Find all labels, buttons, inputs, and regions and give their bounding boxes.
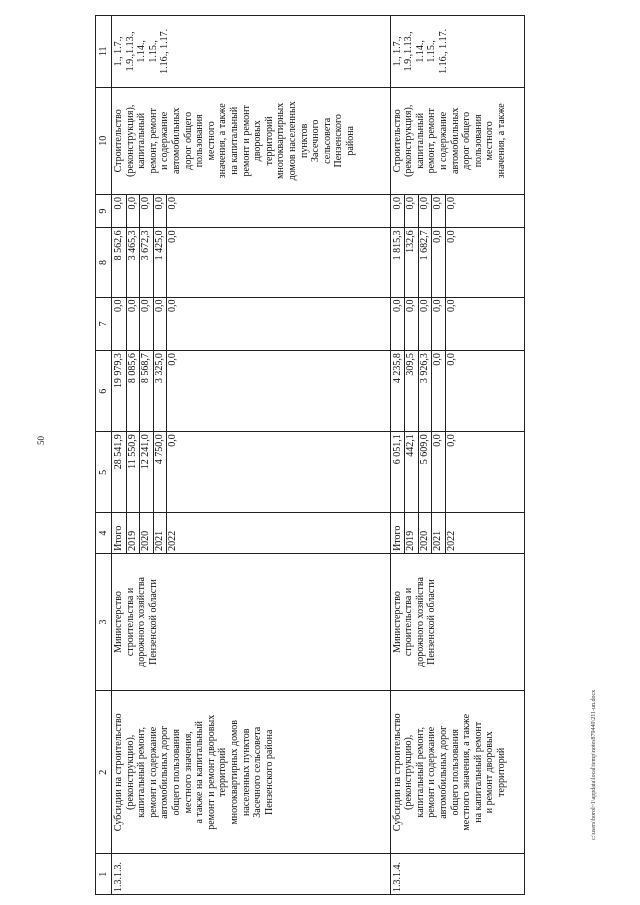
- cell-line: 0,0: [432, 228, 446, 296]
- cell-line: 1.15.,: [147, 40, 159, 63]
- budget-table: [95, 15, 525, 895]
- cell-line: 1.14.,: [414, 40, 426, 63]
- cell-line: 4 750,0: [154, 432, 168, 512]
- cell-line: 3 465,3: [127, 228, 141, 296]
- cell-line: капитальный ремонт,: [414, 727, 426, 818]
- row-description: [390, 691, 524, 854]
- cell-line: 2021: [154, 513, 168, 553]
- cell-line: общего пользования: [449, 728, 461, 816]
- row-col5-values: [390, 432, 524, 513]
- row-result: [112, 87, 391, 194]
- cell-line: 0,0: [167, 434, 178, 447]
- row-col8-values: [390, 228, 524, 297]
- cell-line: Субсидии на строительство: [391, 713, 403, 832]
- header-cell: 11: [96, 16, 112, 88]
- row-col9-values: [390, 194, 524, 227]
- cell-line: Министерство: [113, 591, 124, 653]
- cell-line: пользования: [472, 114, 484, 168]
- header-cell: 10: [96, 87, 112, 194]
- header-cell: 4: [96, 513, 112, 554]
- header-cell: 7: [96, 297, 112, 351]
- table-row: [390, 16, 524, 895]
- cell-line: 0,0: [445, 353, 457, 366]
- cell-line: капитальный ремонт,: [136, 727, 148, 818]
- cell-line: ремонт и ремонт дворовых: [205, 714, 217, 830]
- cell-line: 1.16., 1.17.: [437, 28, 449, 74]
- cell-line: Пензенской области: [147, 579, 159, 665]
- header-row: [96, 16, 112, 895]
- rotated-table-container: [95, 15, 525, 895]
- cell-line: 0,0: [167, 353, 178, 366]
- cell-line: (реконструкция),: [124, 104, 136, 177]
- row-executor: [390, 553, 524, 690]
- row-col5-values: [112, 432, 391, 513]
- cell-line: дорог общего: [461, 111, 473, 170]
- cell-line: 0,0: [140, 195, 154, 227]
- row-executor: [112, 553, 391, 690]
- cell-line: 309,5: [405, 351, 419, 431]
- cell-line: Строительство: [391, 109, 403, 173]
- cell-line: а также на капитальный: [194, 721, 206, 824]
- cell-line: ремонт и содержание: [426, 726, 438, 818]
- cell-line: 28 541,9: [113, 432, 127, 512]
- cell-line: и ремонт дворовых: [484, 731, 496, 814]
- cell-line: ремонт, ремонт: [426, 108, 438, 174]
- cell-line: Засечного сельсовета: [252, 726, 264, 818]
- cell-line: 0,0: [392, 298, 406, 351]
- cell-line: 12 241,0: [140, 432, 154, 512]
- row-col6-values: [112, 351, 391, 432]
- cell-line: 1 425,0: [154, 228, 168, 296]
- cell-line: пользования: [194, 114, 206, 168]
- cell-line: 1.14.,: [136, 40, 148, 63]
- cell-line: 0,0: [405, 195, 419, 227]
- cell-line: 2019: [127, 513, 141, 553]
- cell-line: Итого: [392, 513, 406, 553]
- cell-line: (реконструкцию),: [124, 734, 136, 810]
- cell-line: 0,0: [445, 299, 457, 313]
- cell-line: 3 926,3: [419, 351, 433, 431]
- cell-line: дорожного хозяйства: [136, 577, 148, 667]
- cell-line: 2021: [432, 513, 446, 553]
- cell-line: общего пользования: [170, 728, 182, 816]
- cell-line: дворовых: [252, 120, 264, 162]
- cell-line: дорог общего: [182, 111, 194, 170]
- row-refs: [112, 16, 391, 88]
- cell-line: автомобильных дорог: [159, 725, 171, 819]
- cell-line: 442,1: [405, 432, 419, 512]
- cell-line: 1.9.,1.13.,: [403, 31, 415, 72]
- row-col6-values: [390, 351, 524, 432]
- cell-line: Засечного: [310, 119, 322, 163]
- page-number: 50: [36, 436, 46, 445]
- cell-line: 0,0: [432, 432, 446, 512]
- cell-line: 1.16., 1.17.: [159, 28, 171, 74]
- cell-line: многоквартирных домов: [228, 720, 240, 825]
- cell-line: ремонт и ремонт: [240, 105, 252, 177]
- cell-line: местного: [205, 121, 217, 161]
- cell-line: Министерство: [391, 591, 403, 653]
- cell-line: 0,0: [445, 434, 457, 447]
- cell-line: 0,0: [154, 298, 168, 351]
- cell-line: автомобильных: [449, 107, 461, 174]
- row-number: 1.3.1.3.: [112, 854, 391, 895]
- cell-line: на капитальный: [228, 106, 240, 175]
- cell-line: 0,0: [167, 196, 178, 210]
- row-description: [112, 691, 391, 854]
- cell-line: 0,0: [113, 195, 127, 227]
- cell-line: (реконструкция),: [403, 104, 415, 177]
- cell-line: 3 325,0: [154, 351, 168, 431]
- cell-line: 1., 1.7.,: [113, 36, 124, 67]
- cell-line: значения, а также: [217, 103, 229, 179]
- row-col7-values: [112, 297, 391, 351]
- cell-line: ремонт и содержание: [147, 726, 159, 818]
- cell-line: местного значения,: [182, 731, 194, 814]
- cell-line: 8 562,6: [113, 228, 127, 296]
- cell-line: 132,6: [405, 228, 419, 296]
- cell-line: дорожного хозяйства: [414, 577, 426, 667]
- cell-line: и содержание: [437, 111, 449, 170]
- cell-line: 5 609,0: [419, 432, 433, 512]
- cell-line: Субсидии на строительство: [113, 713, 124, 832]
- table-row: [112, 16, 391, 895]
- row-refs: [390, 16, 524, 88]
- header-cell: 2: [96, 691, 112, 854]
- cell-line: Строительство: [113, 109, 124, 173]
- cell-line: 0,0: [432, 195, 446, 227]
- cell-line: 2020: [419, 513, 433, 553]
- cell-line: Итого: [113, 513, 127, 553]
- cell-line: 2020: [140, 513, 154, 553]
- cell-line: 0,0: [127, 298, 141, 351]
- cell-line: на капитальный ремонт: [472, 721, 484, 823]
- cell-line: 6 051,1: [392, 432, 406, 512]
- header-cell: 5: [96, 432, 112, 513]
- cell-line: 0,0: [445, 230, 457, 243]
- cell-line: 19 979,3: [113, 351, 127, 431]
- cell-line: местного: [484, 121, 496, 161]
- cell-line: многоквартирных: [275, 102, 287, 179]
- cell-line: территорий: [263, 116, 275, 166]
- row-number: 1.3.1.4.: [390, 854, 524, 895]
- row-col7-values: [390, 297, 524, 351]
- cell-line: 0,0: [113, 298, 127, 351]
- cell-line: 0,0: [127, 195, 141, 227]
- cell-line: 8 568,7: [140, 351, 154, 431]
- cell-line: автомобильных дорог: [437, 725, 449, 819]
- cell-line: строительства и: [403, 587, 415, 657]
- cell-line: 0,0: [432, 351, 446, 431]
- cell-line: 0,0: [167, 230, 178, 243]
- cell-line: 0,0: [445, 196, 457, 210]
- cell-line: пунктов: [298, 123, 310, 158]
- row-result: [390, 87, 524, 194]
- header-cell: 9: [96, 194, 112, 227]
- cell-line: 0,0: [154, 195, 168, 227]
- cell-line: 2019: [405, 513, 419, 553]
- cell-line: 2022: [167, 530, 178, 551]
- cell-line: 11 550,9: [127, 432, 141, 512]
- header-cell: 1: [96, 854, 112, 895]
- cell-line: местного значения, а также: [461, 713, 473, 831]
- cell-line: 0,0: [392, 195, 406, 227]
- cell-line: 0,0: [432, 298, 446, 351]
- cell-line: автомобильных: [170, 107, 182, 174]
- cell-line: 4 235,8: [392, 351, 406, 431]
- cell-line: 0,0: [419, 298, 433, 351]
- cell-line: 3 672,3: [140, 228, 154, 296]
- cell-line: 2022: [445, 530, 457, 551]
- header-cell: 3: [96, 553, 112, 690]
- row-years: [112, 513, 391, 554]
- cell-line: домов населенных: [286, 101, 298, 181]
- cell-line: и содержание: [159, 111, 171, 170]
- header-cell: 8: [96, 228, 112, 297]
- cell-line: строительства и: [124, 587, 136, 657]
- cell-line: капитальный: [414, 112, 426, 169]
- cell-line: 8 085,6: [127, 351, 141, 431]
- cell-line: 0,0: [405, 298, 419, 351]
- cell-line: (реконструкцию),: [403, 734, 415, 810]
- cell-line: Пензенского: [333, 114, 345, 168]
- cell-line: 1 815,3: [392, 228, 406, 296]
- cell-line: значения, а также: [495, 103, 507, 179]
- footer-file-path: c:\users\borol~1\appdata\local\temp\notes879440\211-un.docx: [591, 689, 597, 840]
- row-col9-values: [112, 194, 391, 227]
- cell-line: 0,0: [419, 195, 433, 227]
- cell-line: района: [344, 126, 356, 156]
- cell-line: 1., 1.7.,: [391, 36, 403, 67]
- cell-line: Пензенской области: [426, 579, 438, 665]
- cell-line: территорий: [217, 747, 229, 797]
- cell-line: 0,0: [140, 298, 154, 351]
- cell-line: 0,0: [167, 299, 178, 313]
- cell-line: территорий: [495, 747, 507, 797]
- cell-line: капитальный: [136, 112, 148, 169]
- cell-line: ремонт, ремонт: [147, 108, 159, 174]
- header-cell: 6: [96, 351, 112, 432]
- cell-line: населенных пунктов: [240, 728, 252, 817]
- cell-line: 1.9.,1.13.,: [124, 31, 136, 72]
- row-col8-values: [112, 228, 391, 297]
- cell-line: Пензенского района: [263, 729, 275, 815]
- row-years: [390, 513, 524, 554]
- cell-line: 1 682,7: [419, 228, 433, 296]
- cell-line: сельсовета: [321, 117, 333, 164]
- cell-line: 1.15.,: [426, 40, 438, 63]
